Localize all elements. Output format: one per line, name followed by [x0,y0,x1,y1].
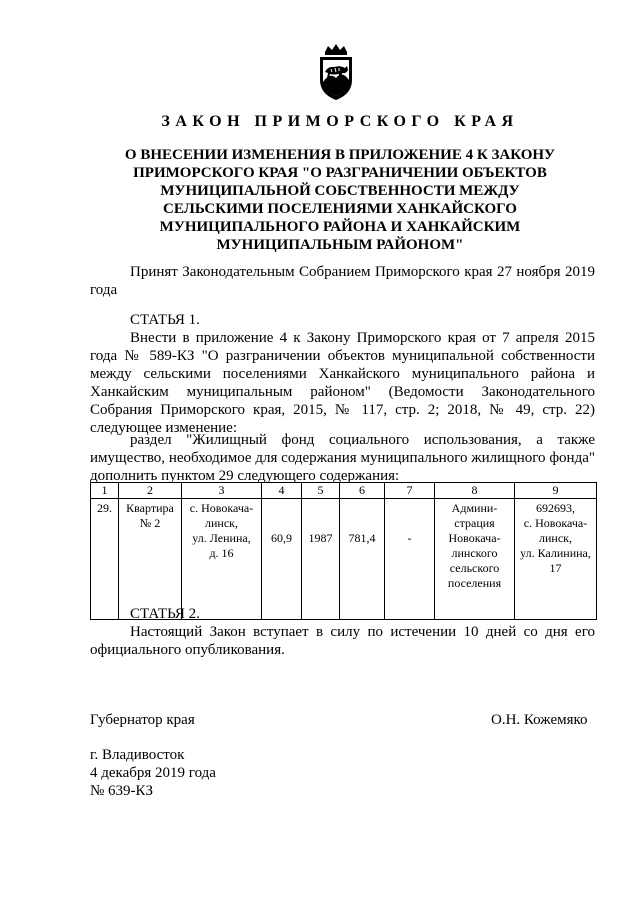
column-header: 1 [91,483,119,499]
column-header: 8 [435,483,515,499]
article-2-heading: СТАТЬЯ 2. [130,606,200,622]
article-2-text: Настоящий Закон вступает в силу по истечении 10 дней со дня его официального опубликования. [90,624,595,658]
column-header: 9 [515,483,597,499]
table-cell: 60,9 [262,499,302,620]
table-cell: 692693, с. Новокача- линск, ул. Калинина, 17 [515,499,597,620]
column-header: 3 [182,483,262,499]
table-cell: - [385,499,435,620]
footer-date: 4 декабря 2019 года [90,765,216,781]
table-cell: Квартира № 2 [119,499,182,620]
law-subject: О ВНЕСЕНИИ ИЗМЕНЕНИЯ В ПРИЛОЖЕНИЕ 4 К ЗАКОНУ ПРИМОРСКОГО КРАЯ "О РАЗГРАНИЧЕНИИ ОБЪЕКТОВ МУНИЦИПАЛЬНОЙ СОБСТВЕННОСТИ МЕЖДУ СЕЛЬСКИМИ ПОСЕЛЕНИЯМИ ХАНКАЙСКОГО МУНИЦИПАЛЬНОГО РАЙОНА И ХАНКАЙСКИМ МУНИЦИПАЛЬНЫМ РАЙОНОМ" [124,147,556,253]
column-header: 5 [302,483,340,499]
housing-fund-table [90,482,597,620]
table-cell: Админи- страция Новокача- линского сельского поселения [435,499,515,620]
table-row [91,499,597,620]
signature-name: О.Н. Кожемяко [491,712,588,728]
table-cell: 1987 [302,499,340,620]
adopted-statement: Принят Законодательным Собранием Приморского края 27 ноября 2019 года [90,264,595,298]
table-cell: 781,4 [340,499,385,620]
column-header: 7 [385,483,435,499]
table-header-row [91,483,597,499]
table-cell: 29. [91,499,119,620]
law-title: ЗАКОН ПРИМОРСКОГО КРАЯ [161,113,519,130]
column-header: 6 [340,483,385,499]
column-header: 2 [119,483,182,499]
article-1-text: Внести в приложение 4 к Закону Приморского края от 7 апреля 2015 года № 589-КЗ "О разграничении объектов муниципальной собственности между сельскими поселениями Ханкайского муниципального района и Ханкайским муниципальным районом" (Ведомости Законодательного Собрания Приморского края, 2015, № 117, стр. 2; 2018, № 49, стр. 22) следующее изменение: [90,330,595,436]
article-1-heading: СТАТЬЯ 1. [130,312,200,328]
footer-law-number: № 639-КЗ [90,783,154,799]
article-1-amendment: раздел "Жилищный фонд социального использования, а также имущество, необходимое для содержания муниципального жилищного фонда" дополнить пунктом 29 следующего содержания: [90,432,595,484]
footer-city: г. Владивосток [90,747,185,763]
primorsky-krai-coat-of-arms-icon [316,42,356,102]
column-header: 4 [262,483,302,499]
signature-position: Губернатор края [90,712,195,728]
table-cell: с. Новокача- линск, ул. Ленина, д. 16 [182,499,262,620]
